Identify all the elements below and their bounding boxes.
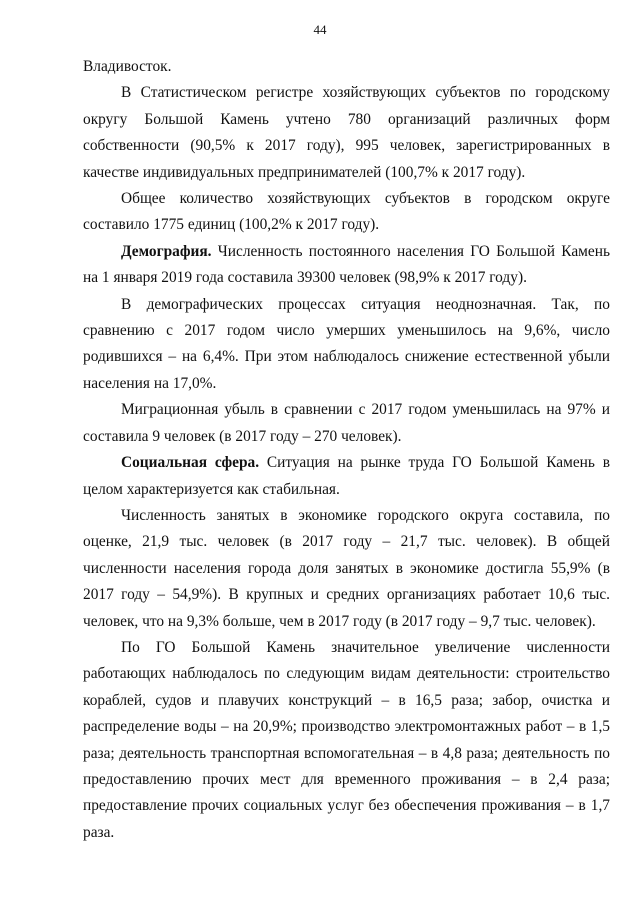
paragraph-employment: Численность занятых в экономике городского округа составила, по оценке, 21,9 тыс. человек (в 2017 году – 21,7 тыс. человек). В общей численности населения города доля занятых в экономике достигла 55,9% (в 2017 году – 54,9%). В крупных и средних организациях работает 10,6 тыс. человек, что на 9,3% больше, чем в 2017 году (в 2017 году – 9,7 тыс. человек). [83,506,610,630]
paragraph-migration: Миграционная убыль в сравнении с 2017 годом уменьшилась на 97% и составила 9 человек (в 2017 году – 270 человек). [83,401,610,445]
section-heading-social-sphere: Социальная сфера. [121,454,260,472]
paragraph-total-entities: Общее количество хозяйствующих субъектов в городском округе составило 1775 единиц (100,2% к 2017 году). [83,190,610,234]
paragraph-demography: Демография. Численность постоянного населения ГО Большой Камень на 1 января 2019 года составила 39300 человек (98,9% к 2017 году). [83,242,610,287]
page-number: 44 [313,22,327,37]
paragraph-continuation: Владивосток. [83,58,172,75]
paragraph-registry: В Статистическом регистре хозяйствующих субъектов по городскому округу Большой Камень учтено 780 организаций различных форм собственности (90,5% к 2017 году), 995 человек, зарегистрированных в качестве индивидуальных предпринимателей (100,7% к 2017 году). [83,84,610,181]
paragraph-activity-growth: По ГО Большой Камень значительное увеличение численности работающих наблюдалось по следующим видам деятельности: строительство кораблей, судов и плавучих конструкций – в 16,5 раза; забор, очистка и распределение воды – на 20,9%; производство электромонтажных работ – в 1,5 раза; деятельность транспортная вспомогательная – в 4,8 раза; деятельность по предоставлению прочих мест для временного проживания – в 2,4 раза; предоставление прочих социальных услуг без обеспечения проживания – в 1,7 раза. [83,638,610,841]
paragraph-demographic-processes: В демографических процессах ситуация неоднозначная. Так, по сравнению с 2017 годом число умерших уменьшилось на 9,6%, число родившихся – на 6,4%. При этом наблюдалось снижение естественной убыли населения на 17,0%. [83,295,610,392]
document-body [83,54,610,846]
section-heading-demography: Демография. [121,242,212,260]
paragraph-social-sphere: Социальная сфера. Ситуация на рынке труда ГО Большой Камень в целом характеризуется как стабильная. [83,454,610,498]
